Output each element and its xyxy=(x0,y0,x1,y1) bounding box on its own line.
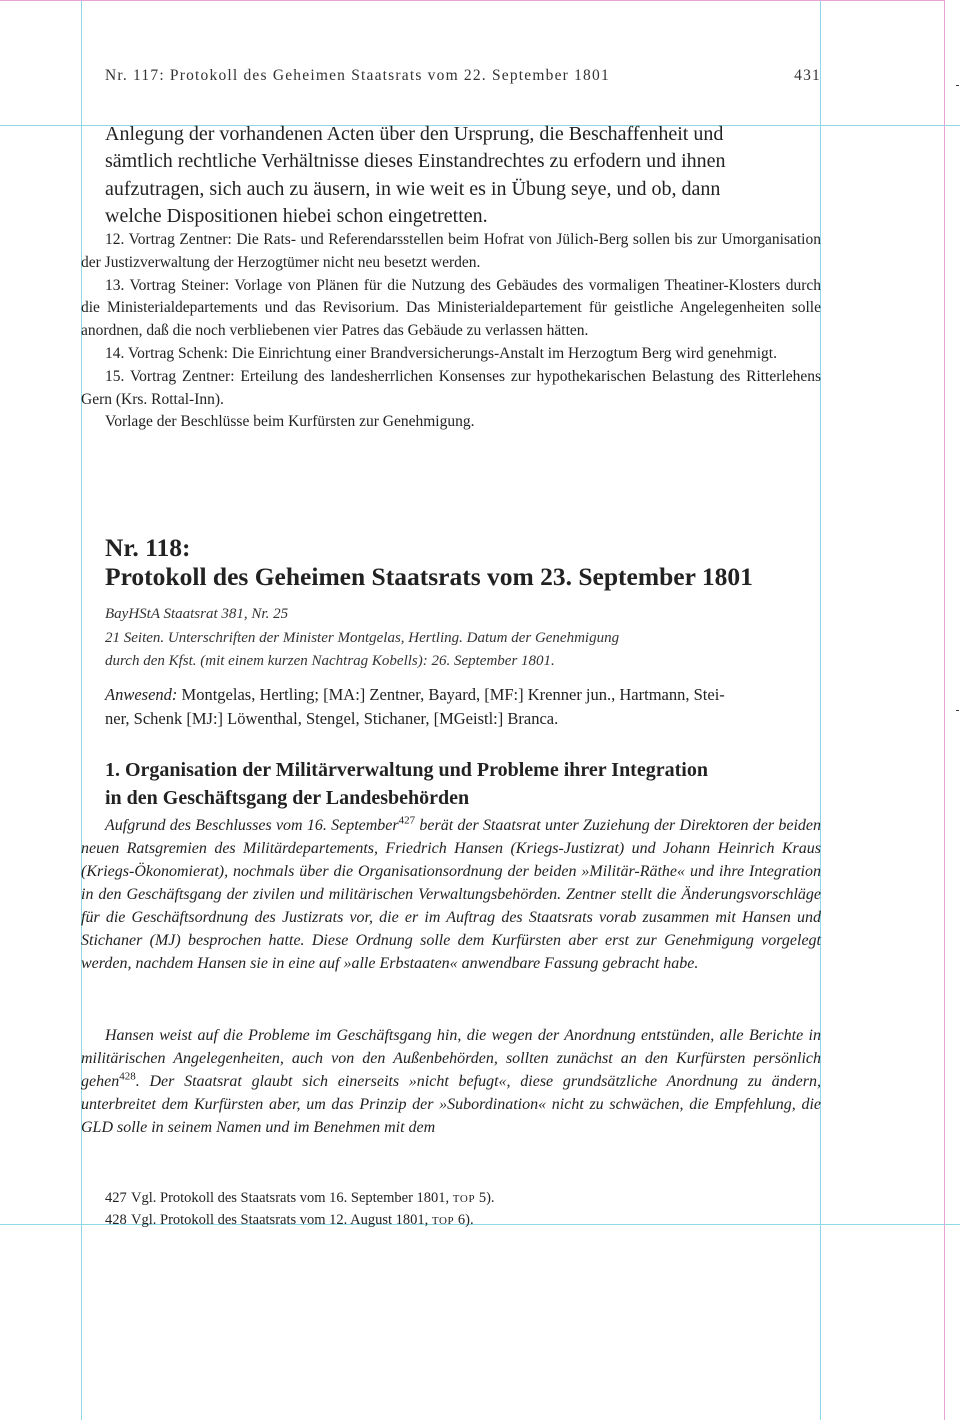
footnote-abbrev: TOP xyxy=(431,1215,455,1227)
text-line: Anlegung der vorhandenen Acten über den Ursprung, die Beschaffenheit und xyxy=(105,123,724,145)
section-paragraph xyxy=(81,1024,821,1139)
footnote-text: 5). xyxy=(475,1190,495,1206)
agenda-item: 13. Vortrag Steiner: Vorlage von Plänen für die Nutzung des Gebäudes des vormaligen Theatiner-Klosters durch die Ministerialdepartements und das Revisorium. Das Ministerialdepartement für geistliche Angelegenheiten solle anordnen, daß die noch verbliebenen vier Patres das Gebäude zu verlassen hätten. xyxy=(81,276,821,340)
text-line: welche Dispositionen hiebei schon eingetretten. xyxy=(105,205,488,228)
page-number: 431 xyxy=(794,67,821,84)
closing-note: Vorlage der Beschlüsse beim Kurfürsten zur Genehmigung. xyxy=(105,413,475,431)
section-paragraph xyxy=(81,814,821,975)
document-heading xyxy=(105,533,825,591)
footnote xyxy=(105,1188,805,1210)
source-line: BayHStA Staatsrat 381, Nr. 25 xyxy=(105,606,289,622)
text-line: aufzutragen, sich auch zu äusern, in wie weit es in Übung seye, und ob, dann xyxy=(105,177,721,200)
attendees-line xyxy=(105,683,821,707)
source-info xyxy=(105,603,805,674)
footnote-number: 428 xyxy=(105,1212,127,1228)
paragraph-text: Aufgrund des Beschlusses vom 16. September xyxy=(105,817,399,834)
agenda-item: 12. Vortrag Zentner: Die Rats- und Referendarsstellen beim Hofrat von Jülich-Berg sollen bis zur Umorganisation der Justizverwaltung der Herzogtümer nicht neu besetzt werden. xyxy=(81,231,821,271)
text-line: sämtlich rechtliche Verhältnisse dieses Einstandrechtes zu erfodern und ihnen xyxy=(105,150,726,173)
paragraph-text: Hansen weist auf die Probleme im Geschäftsgang hin, die wegen der Anordnung entstünden, alle Berichte in militärischen Angelegenheiten, auch von den Außenbehörden, sollten zunächst an den Kurfürsten persönlich gehen xyxy=(81,1027,821,1090)
paragraph-text: berät der Staatsrat unter Zuziehung der Direktoren der beiden neuen Ratsgremien des Militärdepartements, Friedrich Hansen (Kriegs-Justizrat) und Johann Heinrich Kraus (Kriegs-Ökonomierat), nochmals über die Organisationsordnung der beiden »Militär-Räthe« und ihre Integration in den Geschäftsgang der zivilen und militärischen Verwaltungsbehörden. Zentner stellt die Änderungsvorschläge für die Geschäftsordnung des Justizrats vor, die er im Auftrag des Staatsrats vorab zusammen mit Hansen und Stichaner (MJ) besprochen hatte. Diese Ordnung solle dem Kurfürsten aber erst zur Genehmigung vorgelegt werden, nachdem Hansen sie in eine auf »alle Erbstaaten« anwendbare Fassung gebracht habe. xyxy=(81,817,822,972)
attendees xyxy=(105,683,821,730)
paragraph-text: . Der Staatsrat glaubt sich einerseits »nicht befugt«, diese grundsätzliche Anordnung zu ändern, unterbreitet dem Kurfürsten aber, um das Prinzip der »Subordination« nicht zu schwächen, die Empfehlung, die GLD solle in seinem Namen und im Benehmen mit dem xyxy=(81,1073,821,1136)
footnote-abbrev: TOP xyxy=(452,1193,476,1205)
guide-line-left xyxy=(81,0,82,1420)
page-edge-top-line xyxy=(0,0,945,1)
attendees-label: Anwesend: xyxy=(105,685,178,704)
footnote-text: Vgl. Protokoll des Staatsrats vom 16. September 1801, xyxy=(131,1190,453,1206)
agenda-item: 14. Vortrag Schenk: Die Einrichtung einer Brandversicherungs-Anstalt im Herzogtum Berg wird genehmigt. xyxy=(105,344,777,362)
page-edge-line xyxy=(944,0,945,1420)
section-heading-line: in den Geschäftsgang der Landesbehörden xyxy=(105,786,470,809)
running-head xyxy=(105,67,821,91)
margin-tick xyxy=(956,85,959,86)
agenda-items xyxy=(81,229,821,434)
footnote xyxy=(105,1210,805,1232)
source-line: 21 Seiten. Unterschriften der Minister Montgelas, Hertling. Datum der Genehmigung xyxy=(105,629,620,646)
footnote-number: 427 xyxy=(105,1190,127,1206)
attendees-names: Montgelas, Hertling; [MA:] Zentner, Bayard, [MF:] Krenner jun., Hartmann, Stei- xyxy=(177,685,725,704)
section-heading-line: 1. Organisation der Militärverwaltung und Probleme ihrer Integration xyxy=(105,759,708,781)
section-heading xyxy=(105,757,821,812)
attendees-line: ner, Schenk [MJ:] Löwenthal, Stengel, Stichaner, [MGeistl:] Branca. xyxy=(105,708,559,728)
footnote-ref[interactable]: 428 xyxy=(119,1070,136,1083)
document-title: Protokoll des Geheimen Staatsrats vom 23. September 1801 xyxy=(105,562,753,591)
footnote-ref[interactable]: 427 xyxy=(398,814,416,827)
source-line: durch den Kfst. (mit einem kurzen Nachtrag Kobells): 26. September 1801. xyxy=(105,653,555,669)
document-number: Nr. 118: xyxy=(105,533,191,562)
footnote-text: 6). xyxy=(454,1212,474,1228)
footnotes xyxy=(105,1188,805,1232)
footnote-text: Vgl. Protokoll des Staatsrats vom 12. August 1801, xyxy=(131,1212,432,1228)
continuation-text xyxy=(105,121,803,231)
running-head-title: Nr. 117: Protokoll des Geheimen Staatsrats vom 22. September 1801 xyxy=(105,67,610,84)
margin-tick xyxy=(956,710,959,711)
agenda-item: 15. Vortrag Zentner: Erteilung des landesherrlichen Konsenses zur hypothekarischen Belastung des Ritterlehens Gern (Krs. Rottal-Inn). xyxy=(81,367,821,408)
